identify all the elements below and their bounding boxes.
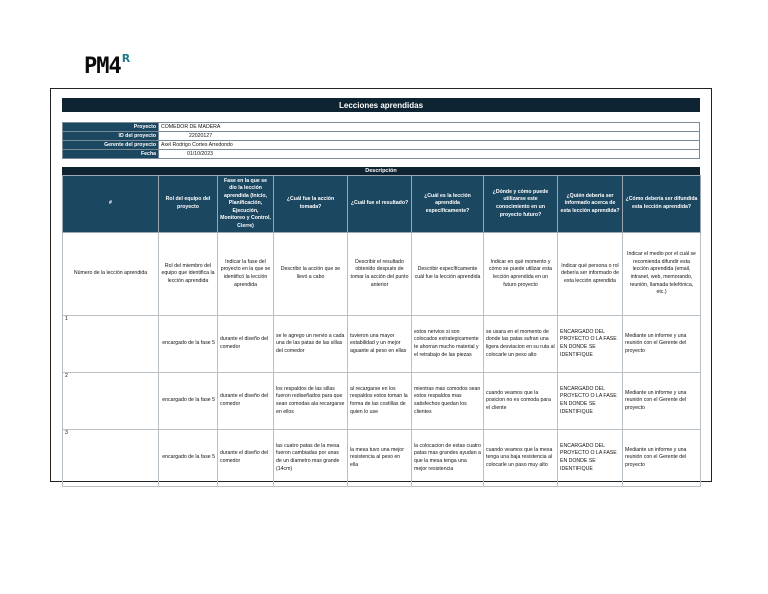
table-cell: Rol del miembro del equipo que identifica la lección aprendida: [159, 233, 218, 316]
info-row-manager: [63, 141, 700, 150]
table-cell[interactable]: encargado de la fase 5: [159, 430, 218, 487]
table-cell[interactable]: ENCARGADO DEL PROYECTO O LA FASE EN DONDE SE IDENTIFIQUE: [558, 373, 623, 430]
table-cell: Describir el resultado obtenido después de tomar la acción del punto anterior: [348, 233, 412, 316]
col-header-phase: Fase en la que se dio la lección aprendida (Inicio, Planificación, Ejecución, Monitoreo y Control, Cierre): [218, 176, 274, 233]
info-label: Fecha: [63, 150, 159, 159]
project-info-table: [62, 122, 700, 159]
info-label: Gerente del proyecto: [63, 141, 159, 150]
table-cell[interactable]: tuvieron una mayor estabilidad y un mejor aguante al peso en ellas: [348, 316, 412, 373]
lesson-number-cell[interactable]: 1: [63, 316, 159, 373]
table-cell[interactable]: Mediante un informe y una reunión con el Gerente del proyecto: [623, 430, 701, 487]
page-title: Lecciones aprendidas: [62, 98, 700, 112]
info-label: ID del proyecto: [63, 132, 159, 141]
col-header-result: ¿Cuál fue el resultado?: [348, 176, 412, 233]
table-header-row: [63, 176, 701, 233]
lessons-table: [62, 175, 701, 487]
pm4r-logo: [84, 52, 131, 79]
col-header-action: ¿Cuál fue la acción tomada?: [274, 176, 348, 233]
table-cell[interactable]: encargado de la fase 5: [159, 373, 218, 430]
table-cell: Indicar el medio por el cuál se recomienda difundir esta lección aprendida (email, intranet, web, memorando, reunión, llamada telefónica, etc.): [623, 233, 701, 316]
lesson-number-cell[interactable]: 2: [63, 373, 159, 430]
table-cell[interactable]: los respaldos de las sillas fueron rediseñados para que sean comodas ala recargarse en ellos: [274, 373, 348, 430]
table-cell[interactable]: mientras mas comodos sean estos respaldos mas satisfechos quedan los clientes: [412, 373, 484, 430]
table-cell[interactable]: ENCARGADO DEL PROYECTO O LA FASE EN DONDE SE IDENTIFIQUE: [558, 316, 623, 373]
description-header: Descripción: [62, 167, 700, 175]
guide-row: [63, 233, 701, 316]
info-row-project: [63, 123, 700, 132]
table-row: [63, 316, 701, 373]
info-value[interactable]: Axel Rodrigo Cortes Arredondo: [159, 141, 700, 150]
table-cell[interactable]: estos nervios si son colocados estrategicamente te ahorran mucho material y el retrabajo de las piezas: [412, 316, 484, 373]
table-cell: Número de la lección aprendida: [63, 233, 159, 316]
info-value[interactable]: 01/10/2023: [159, 150, 700, 159]
col-header-inform: ¿Quién debería ser informado acerca de esta lección aprendida?: [558, 176, 623, 233]
table-cell[interactable]: durante el diseño del comedor: [218, 430, 274, 487]
table-cell: Indicar qué persona o rol debería ser informado de esta lección aprendida: [558, 233, 623, 316]
table-cell[interactable]: la mesa tuvo una mejor resistencia al peso en ella: [348, 430, 412, 487]
table-cell[interactable]: cuando veamos que la posicion no es comoda para el cliente: [484, 373, 558, 430]
table-cell[interactable]: cuando veamos que la mesa tenga una baja resistencia al colocarle un paso muy alto: [484, 430, 558, 487]
table-cell[interactable]: Mediante un informe y una reunión con el Gerente del proyecto: [623, 316, 701, 373]
info-row-id: [63, 132, 700, 141]
table-cell[interactable]: se usara en el momento de donde las patas sufran una ligera desviacion en su ruta al colocarle un peso alto: [484, 316, 558, 373]
table-cell: Describir la acción que se llevó a cabo: [274, 233, 348, 316]
table-row: [63, 430, 701, 487]
table-cell: Indicar la fase del proyecto en la que se identificó la lección aprendida: [218, 233, 274, 316]
logo-text: PM4: [84, 54, 121, 79]
info-value[interactable]: 22020127: [159, 132, 700, 141]
info-label: Proyecto: [63, 123, 159, 132]
lesson-number-cell[interactable]: 3: [63, 430, 159, 487]
col-header-lesson: ¿Cuál es la lección aprendida específicamente?: [412, 176, 484, 233]
table-cell[interactable]: durante el diseño del comedor: [218, 373, 274, 430]
table-cell: Indicar en qué momento y cómo se puede utilizar esta lección aprendida en un futuro proyecto: [484, 233, 558, 316]
table-cell[interactable]: las cuatro patas de la mesa fueron cambiadas por unas de un diametro mas grande (14cm): [274, 430, 348, 487]
table-cell: Describir específicamente cuál fue la lección aprendida: [412, 233, 484, 316]
col-header-spread: ¿Cómo debería ser difundida esta lección aprendida?: [623, 176, 701, 233]
col-header-role: Rol del equipo del proyecto: [159, 176, 218, 233]
table-cell[interactable]: la colocacion de estas cuatro patas mas grandes ayudan a que la mesa tenga una mejor resistencia: [412, 430, 484, 487]
table-cell[interactable]: encargado de la fase 5: [159, 316, 218, 373]
logo-superscript: R: [121, 52, 131, 65]
table-cell[interactable]: Mediante un informe y una reunión con el Gerente del proyecto: [623, 373, 701, 430]
table-cell[interactable]: ENCARGADO DEL PROYECTO O LA FASE EN DONDE SE IDENTIFIQUE: [558, 430, 623, 487]
table-cell[interactable]: durante el diseño del comedor: [218, 316, 274, 373]
col-header-number: #: [63, 176, 159, 233]
table-cell[interactable]: al recargarse en los respaldos estos toman la forma de las costillas de quien lo use: [348, 373, 412, 430]
info-row-date: [63, 150, 700, 159]
info-value[interactable]: COMEDOR DE MADERA: [159, 123, 700, 132]
table-row: [63, 373, 701, 430]
table-cell[interactable]: se le agrego un nervio a cada una de las patas de las sillas del comedor: [274, 316, 348, 373]
col-header-future-use: ¿Dónde y cómo puede utilizarse este conocimiento en un proyecto futuro?: [484, 176, 558, 233]
